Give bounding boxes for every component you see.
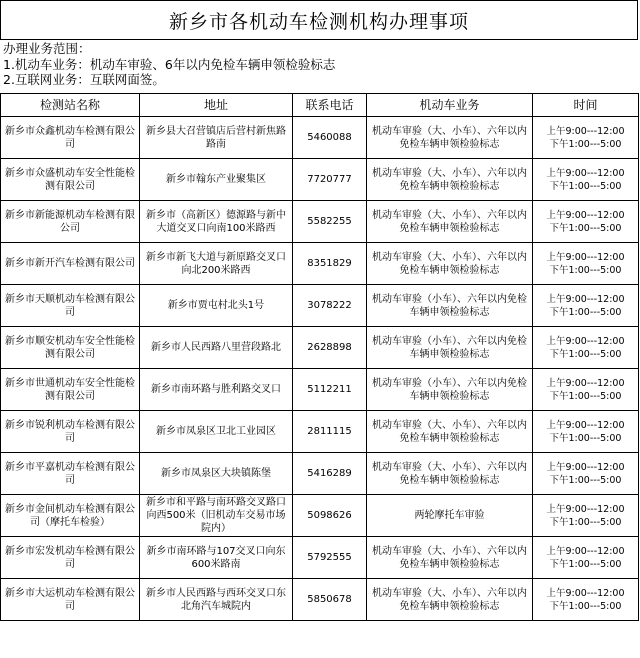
phone-cell: 5582255 xyxy=(293,201,367,243)
service-cell: 机动车审验（大、小车）、六年以内免检车辆申领检验标志 xyxy=(367,579,533,621)
phone-cell: 5792555 xyxy=(293,537,367,579)
address-cell: 新乡市凤泉区卫北工业园区 xyxy=(140,411,293,453)
station-name-cell: 新乡市宏发机动车检测有限公司 xyxy=(1,537,140,579)
scope-item: 1.机动车业务：机动车审验、6年以内免检车辆申领检验标志 xyxy=(3,56,336,72)
afternoon-hours: 下午1:00---5:00 xyxy=(549,222,622,234)
phone-cell: 5098626 xyxy=(293,495,367,537)
address-cell: 新乡市翰东产业聚集区 xyxy=(140,159,293,201)
address-cell: 新乡市和平路与南环路交叉路口向西500米（旧机动车交易市场院内） xyxy=(140,495,293,537)
address-cell: 新乡市新飞大道与新原路交叉口向北200米路西 xyxy=(140,243,293,285)
station-name-cell: 新乡市众鑫机动车检测有限公司 xyxy=(1,117,140,159)
service-cell: 机动车审验（大、小车）、六年以内免检车辆申领检验标志 xyxy=(367,243,533,285)
afternoon-hours: 下午1:00---5:00 xyxy=(549,138,622,150)
afternoon-hours: 下午1:00---5:00 xyxy=(549,432,622,444)
hours-cell xyxy=(533,453,639,495)
phone-cell: 2811115 xyxy=(293,411,367,453)
station-name-cell: 新乡市平嘉机动车检测有限公司 xyxy=(1,453,140,495)
table-row xyxy=(1,285,639,327)
afternoon-hours: 下午1:00---5:00 xyxy=(549,264,622,276)
header-station-name: 检测站名称 xyxy=(1,94,140,117)
morning-hours: 上午9:00---12:00 xyxy=(546,503,625,515)
service-cell: 机动车审验（大、小车）、六年以内免检车辆申领检验标志 xyxy=(367,159,533,201)
phone-cell: 2628898 xyxy=(293,327,367,369)
morning-hours: 上午9:00---12:00 xyxy=(546,335,625,347)
table-row xyxy=(1,327,639,369)
morning-hours: 上午9:00---12:00 xyxy=(546,125,625,137)
table-row xyxy=(1,201,639,243)
afternoon-hours: 下午1:00---5:00 xyxy=(549,180,622,192)
scope-heading: 办理业务范围： xyxy=(3,41,91,56)
page-title: 新乡市各机动车检测机构办理事项 xyxy=(0,0,638,40)
service-cell: 机动车审验（小车）、六年以内免检车辆申领检验标志 xyxy=(367,369,533,411)
phone-cell: 7720777 xyxy=(293,159,367,201)
phone-cell: 8351829 xyxy=(293,243,367,285)
address-cell: 新乡县大召营镇店后营村新焦路路南 xyxy=(140,117,293,159)
header-hours: 时间 xyxy=(533,94,639,117)
table-row xyxy=(1,579,639,621)
hours-cell xyxy=(533,411,639,453)
morning-hours: 上午9:00---12:00 xyxy=(546,167,625,179)
table-row xyxy=(1,495,639,537)
table-row xyxy=(1,159,639,201)
address-cell: 新乡市南环路与胜利路交叉口 xyxy=(140,369,293,411)
morning-hours: 上午9:00---12:00 xyxy=(546,293,625,305)
morning-hours: 上午9:00---12:00 xyxy=(546,587,625,599)
table-row xyxy=(1,411,639,453)
address-cell: 新乡市凤泉区大块镇陈堡 xyxy=(140,453,293,495)
service-cell: 机动车审验（大、小车）、六年以内免检车辆申领检验标志 xyxy=(367,201,533,243)
morning-hours: 上午9:00---12:00 xyxy=(546,419,625,431)
service-cell: 机动车审验（大、小车）、六年以内免检车辆申领检验标志 xyxy=(367,453,533,495)
table-row xyxy=(1,117,639,159)
table-row xyxy=(1,243,639,285)
morning-hours: 上午9:00---12:00 xyxy=(546,461,625,473)
station-name-cell: 新乡市众盛机动车安全性能检测有限公司 xyxy=(1,159,140,201)
phone-cell: 5112211 xyxy=(293,369,367,411)
header-phone: 联系电话 xyxy=(293,94,367,117)
hours-cell xyxy=(533,201,639,243)
phone-cell: 5416289 xyxy=(293,453,367,495)
morning-hours: 上午9:00---12:00 xyxy=(546,377,625,389)
table-row xyxy=(1,453,639,495)
service-cell: 机动车审验（大、小车）、六年以内免检车辆申领检验标志 xyxy=(367,117,533,159)
station-name-cell: 新乡市锐利机动车检测有限公司 xyxy=(1,411,140,453)
morning-hours: 上午9:00---12:00 xyxy=(546,545,625,557)
afternoon-hours: 下午1:00---5:00 xyxy=(549,348,622,360)
header-service: 机动车业务 xyxy=(367,94,533,117)
hours-cell xyxy=(533,579,639,621)
station-name-cell: 新乡市金间机动车检测有限公司（摩托车检验） xyxy=(1,495,140,537)
station-name-cell: 新乡市大运机动车检测有限公司 xyxy=(1,579,140,621)
afternoon-hours: 下午1:00---5:00 xyxy=(549,516,622,528)
hours-cell xyxy=(533,327,639,369)
afternoon-hours: 下午1:00---5:00 xyxy=(549,600,622,612)
hours-cell xyxy=(533,495,639,537)
station-name-cell: 新乡市新能源机动车检测有限公司 xyxy=(1,201,140,243)
afternoon-hours: 下午1:00---5:00 xyxy=(549,474,622,486)
inspection-stations-table xyxy=(0,93,639,621)
phone-cell: 5850678 xyxy=(293,579,367,621)
station-name-cell: 新乡市世通机动车安全性能检测有限公司 xyxy=(1,369,140,411)
station-name-cell: 新乡市天顺机动车检测有限公司 xyxy=(1,285,140,327)
address-cell: 新乡市人民西路与西环交叉口东北角汽车城院内 xyxy=(140,579,293,621)
address-cell: 新乡市南环路与107交叉口向东600米路南 xyxy=(140,537,293,579)
address-cell: 新乡市（高新区）德源路与新中大道交叉口向南100米路西 xyxy=(140,201,293,243)
service-cell: 机动车审验（小车）、六年以内免检车辆申领检验标志 xyxy=(367,285,533,327)
service-cell: 机动车审验（大、小车）、六年以内免检车辆申领检验标志 xyxy=(367,411,533,453)
station-name-cell: 新乡市新开汽车检测有限公司 xyxy=(1,243,140,285)
morning-hours: 上午9:00---12:00 xyxy=(546,251,625,263)
afternoon-hours: 下午1:00---5:00 xyxy=(549,558,622,570)
phone-cell: 3078222 xyxy=(293,285,367,327)
station-name-cell: 新乡市顺安机动车安全性能检测有限公司 xyxy=(1,327,140,369)
table-header-row xyxy=(1,94,639,117)
hours-cell xyxy=(533,159,639,201)
address-cell: 新乡市人民西路八里营段路北 xyxy=(140,327,293,369)
scope-item: 2.互联网业务：互联网面签。 xyxy=(3,72,165,87)
afternoon-hours: 下午1:00---5:00 xyxy=(549,306,622,318)
hours-cell xyxy=(533,369,639,411)
hours-cell xyxy=(533,243,639,285)
hours-cell xyxy=(533,117,639,159)
afternoon-hours: 下午1:00---5:00 xyxy=(549,390,622,402)
hours-cell xyxy=(533,537,639,579)
service-cell: 机动车审验（小车）、六年以内免检车辆申领检验标志 xyxy=(367,327,533,369)
address-cell: 新乡市贾屯村北头1号 xyxy=(140,285,293,327)
business-scope xyxy=(3,41,335,88)
hours-cell xyxy=(533,285,639,327)
table-row xyxy=(1,369,639,411)
table-row xyxy=(1,537,639,579)
service-cell: 两轮摩托车审验 xyxy=(367,495,533,537)
service-cell: 机动车审验（大、小车）、六年以内免检车辆申领检验标志 xyxy=(367,537,533,579)
phone-cell: 5460088 xyxy=(293,117,367,159)
morning-hours: 上午9:00---12:00 xyxy=(546,209,625,221)
header-address: 地址 xyxy=(140,94,293,117)
